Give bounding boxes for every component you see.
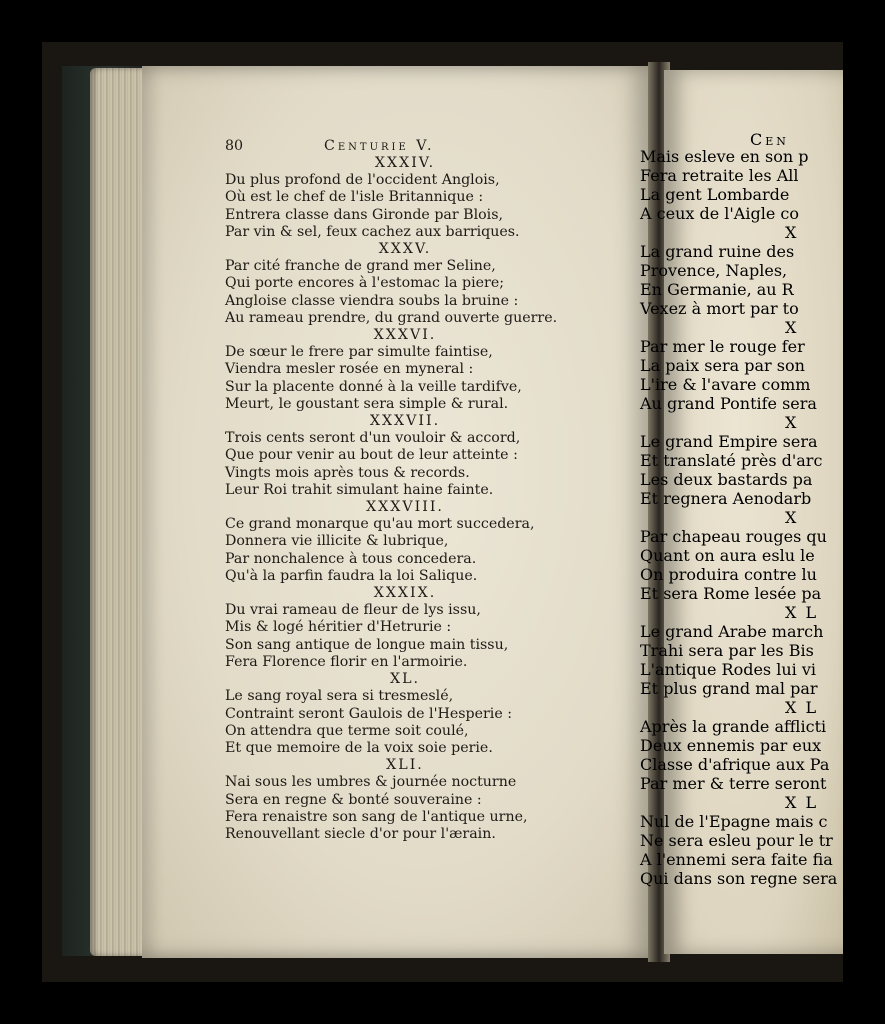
verse-line: Qu'à la parfin faudra la loi Salique.: [225, 567, 478, 584]
verse-line: Renouvellant siecle d'or pour l'ærain.: [225, 825, 496, 842]
quatrain: [225, 585, 585, 671]
verse-line: Donnera vie illicite & lubrique,: [225, 533, 449, 550]
verse-line: Son sang antique de longue main tissu,: [225, 636, 509, 653]
verse-line: Et translaté près d'arc: [640, 451, 823, 470]
left-page-text: [225, 138, 585, 843]
quatrain-numeral: X: [785, 223, 799, 242]
page-header: [225, 138, 585, 155]
verse-line: Vingts mois après tous & records.: [225, 464, 470, 481]
quatrain-numeral: X L: [785, 793, 819, 812]
verse-line: Ce grand monarque qu'au mort succedera,: [225, 516, 535, 533]
quatrain: [225, 671, 585, 757]
quatrain-numeral: XLI.: [386, 757, 424, 774]
verse-line: Du vrai rameau de fleur de lys issu,: [225, 602, 481, 619]
verse-line: L'antique Rodes lui vi: [640, 660, 816, 679]
verse-line: Ne sera esleu pour le tr: [640, 831, 833, 850]
quatrain: [225, 241, 585, 327]
verse-line: A l'ennemi sera faite fia: [640, 850, 833, 869]
verse-line: Par mer & terre seront: [640, 774, 827, 793]
quatrain-numeral: X: [785, 413, 799, 432]
verse-line: Mais esleve en son p: [640, 147, 809, 166]
right-page-text: [640, 130, 838, 888]
verse-line: Angloise classe viendra soubs la bruine :: [225, 292, 519, 309]
right-row-list: [640, 147, 838, 888]
quatrain-list: [225, 155, 585, 843]
verse-line: La gent Lombarde: [640, 185, 790, 204]
verse-line: Par chapeau rouges qu: [640, 527, 827, 546]
verse-line: Que pour venir au bout de leur atteinte :: [225, 447, 518, 464]
verse-line: Entrera classe dans Gironde par Blois,: [225, 206, 503, 223]
verse-line: Deux ennemis par eux: [640, 736, 822, 755]
quatrain: [225, 413, 585, 499]
quatrain-numeral: XXXVI.: [373, 327, 437, 344]
verse-line: Au grand Pontife sera: [640, 394, 817, 413]
verse-line: Trois cents seront d'un vouloir & accord,: [225, 430, 521, 447]
verse-line: Classe d'afrique aux Pa: [640, 755, 830, 774]
running-head: Centurie V.: [324, 138, 435, 154]
quatrain: [225, 155, 585, 241]
verse-line: A ceux de l'Aigle co: [640, 204, 799, 223]
quatrain-numeral: XXXVII.: [369, 413, 441, 430]
verse-line: Fera renaistre son sang de l'antique urne,: [225, 808, 528, 825]
quatrain-numeral: XXXVIII.: [366, 499, 444, 516]
quatrain-numeral: X: [785, 508, 799, 527]
verse-line: Le grand Arabe march: [640, 622, 824, 641]
quatrain-numeral: X L: [785, 698, 819, 717]
quatrain-numeral: XL.: [389, 671, 421, 688]
verse-line: Vexez à mort par to: [640, 299, 799, 318]
verse-line: Et sera Rome lesée pa: [640, 584, 822, 603]
verse-line: Qui dans son regne sera: [640, 869, 838, 888]
verse-line: La grand ruine des: [640, 242, 795, 261]
verse-line: Leur Roi trahit simulant haine fainte.: [225, 481, 494, 498]
page-number: 80: [225, 138, 244, 154]
verse-line: Le sang royal sera si tresmeslé,: [225, 688, 454, 705]
verse-line: On produira contre lu: [640, 565, 817, 584]
quatrain: [225, 327, 585, 413]
verse-line: Par cité franche de grand mer Seline,: [225, 258, 496, 275]
verse-line: Au rameau prendre, du grand ouverte guerre.: [225, 309, 558, 326]
quatrain: [225, 499, 585, 585]
verse-line: Fera retraite les All: [640, 166, 799, 185]
verse-line: Sera en regne & bonté souveraine :: [225, 791, 482, 808]
verse-line: Du plus profond de l'occident Anglois,: [225, 172, 500, 189]
quatrain-numeral: X: [785, 318, 799, 337]
verse-line: Les deux bastards pa: [640, 470, 813, 489]
verse-line: Meurt, le goustant sera simple & rural.: [225, 395, 509, 412]
verse-line: Et plus grand mal par: [640, 679, 818, 698]
verse-line: Où est le chef de l'isle Britannique :: [225, 189, 484, 206]
verse-line: Par vin & sel, feux cachez aux barriques.: [225, 223, 520, 240]
verse-line: Le grand Empire sera: [640, 432, 818, 451]
verse-line: Viendra mesler rosée en myneral :: [225, 361, 474, 378]
verse-line: Et que memoire de la voix soie perie.: [225, 739, 493, 756]
quatrain-numeral: XXXIX.: [373, 585, 437, 602]
verse-line: Après la grande afflicti: [640, 717, 827, 736]
verse-line: En Germanie, au R: [640, 280, 794, 299]
verse-line: Provence, Naples,: [640, 261, 788, 280]
quatrain-numeral: X L: [785, 603, 819, 622]
verse-line: Quant on aura eslu le: [640, 546, 815, 565]
verse-line: De sœur le frere par simulte faintise,: [225, 344, 493, 361]
quatrain-numeral: XXXIV.: [374, 155, 436, 171]
right-running-head: Cen: [750, 130, 789, 149]
verse-line: Par nonchalence à tous concedera.: [225, 550, 477, 567]
verse-line: Et regnera Aenodarb: [640, 489, 812, 508]
verse-line: Par mer le rouge fer: [640, 337, 805, 356]
quatrain-numeral: XXXV.: [378, 241, 432, 258]
verse-line: Sur la placente donné à la veille tardifve,: [225, 378, 522, 395]
verse-line: Nul de l'Epagne mais c: [640, 812, 828, 831]
verse-line: Qui porte encores à l'estomac la piere;: [225, 275, 504, 292]
quatrain: [225, 757, 585, 843]
verse-line: L'ire & l'avare comm: [640, 375, 811, 394]
verse-line: On attendra que terme soit coulé,: [225, 722, 469, 739]
verse-line: Nai sous les umbres & journée nocturne: [225, 774, 517, 791]
verse-line: Trahi sera par les Bis: [640, 641, 814, 660]
verse-line: Mis & logé héritier d'Hetrurie :: [225, 619, 452, 636]
verse-line: La paix sera par son: [640, 356, 805, 375]
verse-line: Contraint seront Gaulois de l'Hesperie :: [225, 705, 513, 722]
verse-line: Fera Florence florir en l'armoirie.: [225, 653, 468, 670]
